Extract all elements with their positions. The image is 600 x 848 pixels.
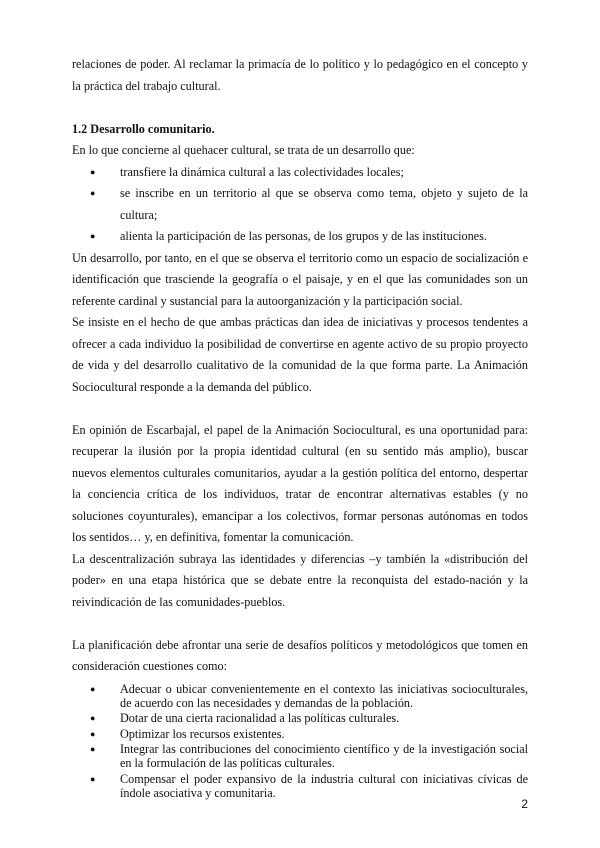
intro-paragraph: relaciones de poder. Al reclamar la primacía de lo político y lo pedagógico en el concepto y la práctica del trabajo cultural. bbox=[72, 57, 528, 93]
spacer bbox=[72, 613, 528, 635]
paragraph-2: Se insiste en el hecho de que ambas prácticas dan idea de iniciativas y procesos tendentes a ofrecer a cada individuo la posibilidad de convertirse en agente activo de su propio proyecto de vida y del desarrollo cualitativo de la comunidad de la que forma parte. La Animación Sociocultural responde a la demanda del público. bbox=[72, 315, 528, 394]
list-item: ● Adecuar o ubicar convenientemente en el contexto las iniciativas socioculturales, de acuerdo con las necesidades y demandas de la población. bbox=[90, 681, 528, 710]
list-item: ● Integrar las contribuciones del conocimiento científico y de la investigación social en la formulación de las políticas culturales. bbox=[90, 741, 528, 771]
bullet-icon: ● bbox=[90, 231, 96, 241]
list-item: ● transfiere la dinámica cultural a las colectividades locales; bbox=[72, 162, 528, 184]
bullet-icon: ● bbox=[90, 683, 96, 694]
list-item: ● Dotar de una cierta racionalidad a las políticas culturales. bbox=[90, 711, 400, 726]
paragraph-3: En opinión de Escarbajal, el papel de la Animación Sociocultural, es una oportunidad para: recuperar la ilusión por la propia identidad cultural (en su sentido más amplio), buscar nuevos elementos culturales comunitarios, ayudar a la gestión política del entorno, despertar la conciencia crítica de los individuos, tratar de encontrar alternativas estables (y no soluciones coyunturales), emancipar a los colectivos, formar personas autónomas en todos los sentidos… y, en definitiva, fomentar la comunicación. bbox=[72, 422, 528, 544]
bullet-list-1 bbox=[72, 162, 528, 248]
paragraph-4: La descentralización subraya las identidades y diferencias –y también la «distribución del poder» en una etapa histórica que se debate entre la reconquista del estado-nación y la reivindicación de las comunidades-pueblos. bbox=[72, 551, 528, 609]
bullet-icon: ● bbox=[90, 713, 96, 724]
paragraph-5: La planificación debe afrontar una serie de desafíos políticos y metodológicos que tomen en consideración cuestiones como: bbox=[72, 637, 528, 673]
section-heading: 1.2 Desarrollo comunitario. bbox=[72, 121, 215, 136]
bullet-icon: ● bbox=[90, 743, 96, 754]
list-item: ● se inscribe en un territorio al que se observa como tema, objeto y sujeto de la cultura; bbox=[72, 183, 528, 226]
document-page bbox=[72, 54, 528, 801]
bullet-icon: ● bbox=[90, 773, 96, 784]
page-number: 2 bbox=[521, 797, 528, 811]
section-lead: En lo que concierne al quehacer cultural, se trata de un desarrollo que: bbox=[72, 143, 415, 157]
list-item: ● Optimizar los recursos existentes. bbox=[90, 726, 285, 741]
list-item: ● alienta la participación de las personas, de los grupos y de las instituciones. bbox=[72, 226, 528, 248]
bullet-icon: ● bbox=[90, 188, 96, 198]
list-item: ● Compensar el poder expansivo de la industria cultural con iniciativas cívicas de índole asociativa y comunitaria. bbox=[90, 771, 528, 801]
spacer bbox=[72, 398, 528, 420]
spacer bbox=[72, 97, 528, 119]
bullet-icon: ● bbox=[90, 166, 96, 177]
bullet-list-2 bbox=[72, 682, 528, 801]
bullet-icon: ● bbox=[90, 728, 96, 739]
paragraph-1: Un desarrollo, por tanto, en el que se observa el territorio como un espacio de socialización e identificación que trasciende la geografía o el paisaje, y en el que las comunidades son un referente cardinal y sustancial para la autoorganización y la participación social. bbox=[72, 250, 528, 308]
